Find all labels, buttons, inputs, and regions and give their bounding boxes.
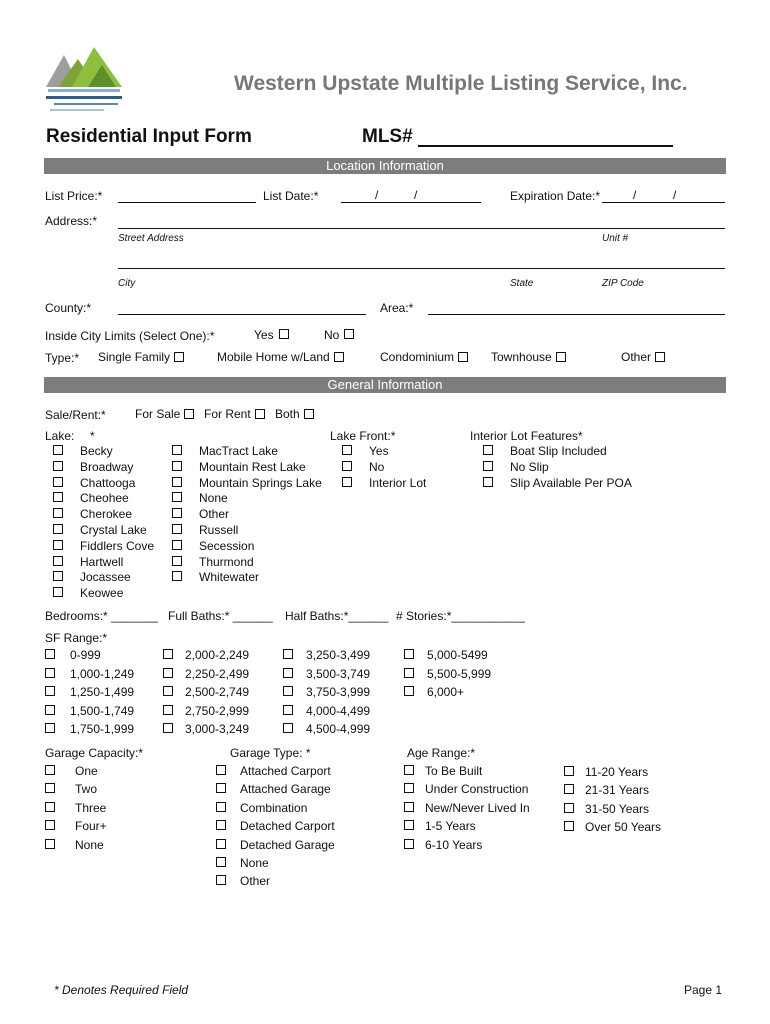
for-sale-label: For Sale xyxy=(135,407,181,421)
half-baths-field[interactable]: Half Baths:*______ xyxy=(285,609,389,623)
sf-4-000-4-499-checkbox[interactable] xyxy=(283,705,293,715)
age-to-be-built-checkbox[interactable] xyxy=(404,765,414,775)
type-townhouse-label: Townhouse xyxy=(491,350,552,364)
expiration-date-field[interactable] xyxy=(602,202,725,203)
lake-whitewater-checkbox[interactable] xyxy=(172,571,182,581)
age-1-5-years-label: 1-5 Years xyxy=(425,819,476,834)
garage-type-none-checkbox[interactable] xyxy=(216,857,226,867)
sf-5-000-5499-checkbox[interactable] xyxy=(404,649,414,659)
lake-crystal-lake-label: Crystal Lake xyxy=(80,523,147,537)
inside-city-no-label: No xyxy=(324,328,340,342)
page-number: Page 1 xyxy=(684,983,723,997)
form-title: Residential Input Form xyxy=(46,126,252,147)
garage-type-attached-carport-label: Attached Carport xyxy=(240,764,331,778)
lake-chattooga-label: Chattooga xyxy=(80,475,136,490)
lake-keowee-label: Keowee xyxy=(80,586,124,601)
bedrooms-field[interactable]: Bedrooms:* _______ xyxy=(45,609,158,623)
type-label: Type:* xyxy=(45,351,80,365)
sf-2-250-2-499-checkbox[interactable] xyxy=(163,668,173,678)
age-new-never-lived-in-checkbox[interactable] xyxy=(404,802,414,812)
lake-keowee-checkbox[interactable] xyxy=(53,587,63,597)
garage-type-detached-carport-checkbox[interactable] xyxy=(216,820,226,830)
garage-capacity-label: Garage Capacity:* xyxy=(45,746,144,760)
lake-front-interior-lot-label: Interior Lot xyxy=(369,475,427,490)
lake-jocassee-checkbox[interactable] xyxy=(53,571,63,581)
sf-1-750-1-999-checkbox[interactable] xyxy=(45,723,55,733)
lake-cherokee-checkbox[interactable] xyxy=(53,508,63,518)
age-21-31-years-checkbox[interactable] xyxy=(564,784,574,794)
type-condominium[interactable] xyxy=(380,350,468,364)
interior-lot-boat-slip-included-checkbox[interactable] xyxy=(483,445,493,455)
rent-option[interactable] xyxy=(204,407,265,421)
garage-type-label: Garage Type: * xyxy=(230,746,311,760)
sf-3-250-3-499-checkbox[interactable] xyxy=(283,649,293,659)
unit-caption: Unit # xyxy=(602,233,629,244)
lake-required-star: * xyxy=(90,429,95,443)
sf-range-label: SF Range:* xyxy=(45,631,108,645)
lake-mountain-rest-lake-checkbox[interactable] xyxy=(172,461,182,471)
lake-secession-label: Secession xyxy=(199,538,255,553)
sf-3-750-3-999-checkbox[interactable] xyxy=(283,686,293,696)
lake-cheohee-checkbox[interactable] xyxy=(53,492,63,502)
interior-lot-no-slip-label: No Slip xyxy=(510,459,549,474)
sf-1-000-1-249-checkbox[interactable] xyxy=(45,668,55,678)
area-field[interactable] xyxy=(428,314,725,315)
age-new-never-lived-in-label: New/Never Lived In xyxy=(425,800,530,815)
sale-rent-label: Sale/Rent:* xyxy=(45,408,106,422)
lake-jocassee-label: Jocassee xyxy=(80,570,131,585)
age-under-construction-label: Under Construction xyxy=(425,782,529,797)
age-21-31-years-label: 21-31 Years xyxy=(585,783,650,798)
inside-city-no-checkbox[interactable] xyxy=(344,329,354,339)
sf-0-999-checkbox[interactable] xyxy=(45,649,55,659)
lake-thurmond-label: Thurmond xyxy=(199,554,254,569)
sf-5-000-5499-label: 5,000-5499 xyxy=(427,648,488,662)
sf-2-750-2-999-label: 2,750-2,999 xyxy=(185,703,250,718)
age-6-10-years-label: 6-10 Years xyxy=(425,837,483,852)
sf-2-750-2-999-checkbox[interactable] xyxy=(163,705,173,715)
company-title: Western Upstate Multiple Listing Service, Inc. xyxy=(234,72,688,95)
lake-front-label: Lake Front:* xyxy=(330,429,396,443)
age-11-20-years-label: 11-20 Years xyxy=(585,765,649,779)
sf-4-000-4-499-label: 4,000-4,499 xyxy=(306,703,371,718)
lake-front-interior-lot-checkbox[interactable] xyxy=(342,477,352,487)
sf-1-500-1-749-label: 1,500-1,749 xyxy=(70,703,135,718)
street-address-field[interactable] xyxy=(118,228,725,229)
company-logo xyxy=(44,45,124,121)
lake-broadway-label: Broadway xyxy=(80,459,134,474)
lake-front-no-checkbox[interactable] xyxy=(342,461,352,471)
sf-4-500-4-999-checkbox[interactable] xyxy=(283,723,293,733)
list-date-sep-1: / xyxy=(375,188,379,202)
age-under-construction-checkbox[interactable] xyxy=(404,783,414,793)
full-baths-field[interactable]: Full Baths:* ______ xyxy=(168,609,273,623)
mls-field[interactable] xyxy=(418,145,673,147)
sf-1-500-1-749-checkbox[interactable] xyxy=(45,705,55,715)
sf-3-500-3-749-label: 3,500-3,749 xyxy=(306,666,371,681)
exp-date-sep-2: / xyxy=(673,188,677,202)
sale-option[interactable] xyxy=(135,407,194,421)
sf-3-000-3-249-label: 3,000-3,249 xyxy=(185,722,250,737)
garage-capacity-three-label: Three xyxy=(75,800,107,815)
zip-caption: ZIP Code xyxy=(602,278,644,289)
list-price-label: List Price:* xyxy=(45,189,103,203)
lake-mountain-springs-lake-checkbox[interactable] xyxy=(172,477,182,487)
sf-1-250-1-499-checkbox[interactable] xyxy=(45,686,55,696)
interior-lot-no-slip-checkbox[interactable] xyxy=(483,461,493,471)
type-condominium-checkbox[interactable] xyxy=(458,352,468,362)
lake-fiddlers-cove-checkbox[interactable] xyxy=(53,540,63,550)
lake-whitewater-label: Whitewater xyxy=(199,570,260,585)
lake-broadway-checkbox[interactable] xyxy=(53,461,63,471)
lake-none-checkbox[interactable] xyxy=(172,492,182,502)
street-address-caption: Street Address xyxy=(118,233,184,244)
garage-capacity-two-checkbox[interactable] xyxy=(45,783,55,793)
garage-type-other-label: Other xyxy=(240,874,271,889)
lake-chattooga-checkbox[interactable] xyxy=(53,477,63,487)
garage-capacity-one-label: One xyxy=(75,764,98,778)
lake-hartwell-label: Hartwell xyxy=(80,554,124,569)
type-other-checkbox[interactable] xyxy=(655,352,665,362)
age-range-label: Age Range:* xyxy=(407,746,476,760)
sf-4-500-4-999-label: 4,500-4,999 xyxy=(306,722,371,737)
age-11-20-years-checkbox[interactable] xyxy=(564,766,574,776)
garage-type-attached-carport-checkbox[interactable] xyxy=(216,765,226,775)
lake-mountain-rest-lake-label: Mountain Rest Lake xyxy=(199,459,306,474)
sf-3-250-3-499-label: 3,250-3,499 xyxy=(306,648,371,662)
lake-mactract-lake-label: MacTract Lake xyxy=(199,444,278,458)
garage-capacity-three-checkbox[interactable] xyxy=(45,802,55,812)
age-over-50-years-label: Over 50 Years xyxy=(585,820,662,835)
sf-1-750-1-999-label: 1,750-1,999 xyxy=(70,722,135,737)
type-single-family-label: Single Family xyxy=(98,350,171,364)
type-single-family-checkbox[interactable] xyxy=(174,352,184,362)
garage-type-detached-garage-label: Detached Garage xyxy=(240,837,335,852)
garage-type-other-checkbox[interactable] xyxy=(216,875,226,885)
type-mobile-home-label: Mobile Home w/Land xyxy=(217,350,330,364)
age-over-50-years-checkbox[interactable] xyxy=(564,821,574,831)
type-townhouse[interactable] xyxy=(491,350,566,364)
stories-field[interactable]: # Stories:*___________ xyxy=(396,609,525,623)
garage-type-combination-label: Combination xyxy=(240,800,308,815)
both-label: Both xyxy=(275,407,300,421)
type-other-label: Other xyxy=(621,350,652,364)
exp-date-sep-1: / xyxy=(633,188,637,202)
city-caption: City xyxy=(118,278,136,289)
type-other[interactable] xyxy=(621,350,665,364)
garage-type-combination-checkbox[interactable] xyxy=(216,802,226,812)
garage-type-attached-garage-label: Attached Garage xyxy=(240,782,331,797)
sf-2-500-2-749-checkbox[interactable] xyxy=(163,686,173,696)
lake-other-label: Other xyxy=(199,507,230,522)
lake-mactract-lake-checkbox[interactable] xyxy=(172,445,182,455)
sf-3-750-3-999-label: 3,750-3,999 xyxy=(306,685,371,700)
sf-2-000-2-249-checkbox[interactable] xyxy=(163,649,173,659)
for-sale-checkbox[interactable] xyxy=(184,409,194,419)
age-6-10-years-checkbox[interactable] xyxy=(404,839,414,849)
lake-front-no-label: No xyxy=(369,459,385,474)
lake-fiddlers-cove-label: Fiddlers Cove xyxy=(80,538,155,553)
type-condominium-label: Condominium xyxy=(380,350,455,364)
type-single-family[interactable] xyxy=(98,350,184,364)
garage-type-none-label: None xyxy=(240,856,269,870)
lake-other-checkbox[interactable] xyxy=(172,508,182,518)
expiration-date-label: Expiration Date:* xyxy=(510,189,601,203)
area-label: Area:* xyxy=(380,301,414,315)
garage-type-attached-garage-checkbox[interactable] xyxy=(216,783,226,793)
sf-0-999-label: 0-999 xyxy=(70,648,101,662)
list-date-sep-2: / xyxy=(414,188,418,202)
lake-hartwell-checkbox[interactable] xyxy=(53,556,63,566)
address-label: Address:* xyxy=(45,214,98,228)
list-price-field[interactable] xyxy=(118,202,256,203)
interior-lot-slip-available-per-poa-label: Slip Available Per POA xyxy=(510,475,632,490)
lake-front-yes-checkbox[interactable] xyxy=(342,445,352,455)
inside-city-yes-checkbox[interactable] xyxy=(279,329,289,339)
garage-capacity-four-label: Four+ xyxy=(75,819,107,834)
sf-3-000-3-249-checkbox[interactable] xyxy=(163,723,173,733)
type-mobile-home-checkbox[interactable] xyxy=(334,352,344,362)
lake-becky-label: Becky xyxy=(80,444,113,458)
age-31-50-years-label: 31-50 Years xyxy=(585,801,650,816)
lake-none-label: None xyxy=(199,491,228,506)
lake-mountain-springs-lake-label: Mountain Springs Lake xyxy=(199,475,322,490)
type-townhouse-checkbox[interactable] xyxy=(556,352,566,362)
sf-3-500-3-749-checkbox[interactable] xyxy=(283,668,293,678)
sf-2-500-2-749-label: 2,500-2,749 xyxy=(185,685,250,700)
lake-russell-label: Russell xyxy=(199,523,239,537)
county-label: County:* xyxy=(45,301,92,315)
lake-cheohee-label: Cheohee xyxy=(80,491,129,506)
inside-city-label: Inside City Limits (Select One):* xyxy=(45,329,215,343)
list-date-label: List Date:* xyxy=(263,189,319,203)
sf-5-500-5-999-label: 5,500-5,999 xyxy=(427,666,492,681)
location-section-header: Location Information xyxy=(44,158,726,174)
garage-capacity-one-checkbox[interactable] xyxy=(45,765,55,775)
type-mobile-home[interactable] xyxy=(217,350,344,364)
both-option[interactable] xyxy=(275,407,314,421)
lake-thurmond-checkbox[interactable] xyxy=(172,556,182,566)
sf-5-500-5-999-checkbox[interactable] xyxy=(404,668,414,678)
sf-1-250-1-499-label: 1,250-1,499 xyxy=(70,685,135,700)
garage-type-detached-carport-label: Detached Carport xyxy=(240,819,335,834)
sf-2-250-2-499-label: 2,250-2,499 xyxy=(185,666,250,681)
for-rent-checkbox[interactable] xyxy=(255,409,265,419)
inside-city-yes-label: Yes xyxy=(254,328,274,342)
garage-capacity-four-checkbox[interactable] xyxy=(45,820,55,830)
sf-6-000-checkbox[interactable] xyxy=(404,686,414,696)
lake-secession-checkbox[interactable] xyxy=(172,540,182,550)
lake-becky-checkbox[interactable] xyxy=(53,445,63,455)
lake-front-yes-label: Yes xyxy=(369,444,389,458)
garage-capacity-none-checkbox[interactable] xyxy=(45,839,55,849)
age-31-50-years-checkbox[interactable] xyxy=(564,803,574,813)
garage-capacity-none-label: None xyxy=(75,837,104,852)
garage-type-detached-garage-checkbox[interactable] xyxy=(216,839,226,849)
lake-label: Lake: xyxy=(45,429,75,443)
city-state-zip-field[interactable] xyxy=(118,268,725,269)
mls-label: MLS# xyxy=(362,126,413,147)
age-1-5-years-checkbox[interactable] xyxy=(404,820,414,830)
required-note: * Denotes Required Field xyxy=(54,983,189,997)
list-date-field[interactable] xyxy=(341,202,481,203)
age-to-be-built-label: To Be Built xyxy=(425,764,483,778)
for-rent-label: For Rent xyxy=(204,407,251,421)
garage-capacity-two-label: Two xyxy=(75,782,98,797)
sf-2-000-2-249-label: 2,000-2,249 xyxy=(185,648,250,662)
both-checkbox[interactable] xyxy=(304,409,314,419)
lake-russell-checkbox[interactable] xyxy=(172,524,182,534)
state-caption: State xyxy=(510,278,534,289)
sf-6-000-label: 6,000+ xyxy=(427,685,465,700)
interior-lot-label: Interior Lot Features* xyxy=(470,429,583,443)
interior-lot-slip-available-per-poa-checkbox[interactable] xyxy=(483,477,493,487)
interior-lot-boat-slip-included-label: Boat Slip Included xyxy=(510,444,607,458)
general-section-header: General Information xyxy=(44,377,726,393)
lake-crystal-lake-checkbox[interactable] xyxy=(53,524,63,534)
lake-cherokee-label: Cherokee xyxy=(80,507,133,522)
county-field[interactable] xyxy=(118,314,366,315)
sf-1-000-1-249-label: 1,000-1,249 xyxy=(70,666,135,681)
